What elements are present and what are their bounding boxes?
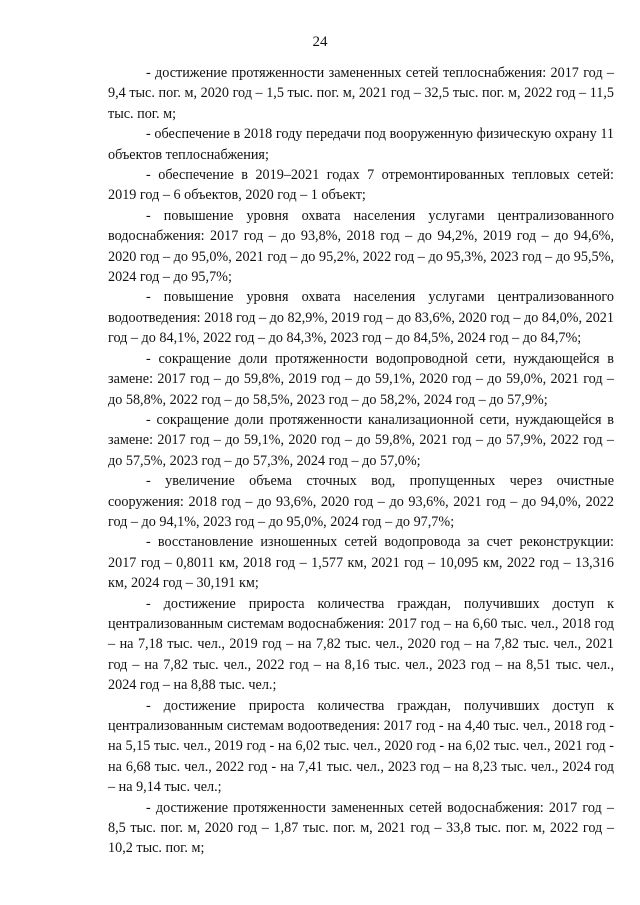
paragraph-water-network-replacement-length: - достижение протяженности замененных сетей водоснабжения: 2017 год – 8,5 тыс. пог. м, 2020 год – 1,87 тыс. пог. м, 2021 год – 33,8 тыс. пог. м, 2022 год – 10,2 тыс. пог. м; — [108, 799, 614, 857]
paragraph-sewerage-access-growth: - достижение прироста количества граждан, получивших доступ к централизованным системам водоотведения: 2017 год - на 4,40 тыс. чел., 2018 год - на 5,15 тыс. чел., 2019 год - на 6,02 тыс. чел., 2020 год - на 6,02 тыс. чел., 2021 год - на 6,68 тыс. чел., 2022 год - на 7,41 тыс. чел., 2023 год – на 8,23 тыс. чел., 2024 год – на 9,14 тыс. чел.; — [108, 697, 614, 796]
paragraph-water-network-reconstruction: - восстановление изношенных сетей водопровода за счет реконструкции: 2017 год – 0,8011 км, 2018 год – 1,577 км, 2021 год – 10,095 км, 2022 год – 13,316 км, 2024 год – 30,191 км; — [108, 534, 614, 592]
page-number: 24 — [312, 34, 328, 50]
paragraph-water-supply-coverage: - повышение уровня охвата населения услугами централизованного водоснабжения: 2017 год – до 93,8%, 2018 год – до 94,2%, 2019 год – до 94,6%, 2020 год – до 95,0%, 2021 год – до 95,2%, 2022 год – до 95,3%, 2023 год – до 95,5%, 2024 год – до 95,7%; — [108, 207, 614, 286]
paragraph-physical-protection: - обеспечение в 2018 году передачи под вооруженную физическую охрану 11 объектов теплоснабжения; — [108, 126, 614, 163]
paragraph-sewerage-coverage: - повышение уровня охвата населения услугами централизованного водоотведения: 2018 год – до 82,9%, 2019 год – до 83,6%, 2020 год – до 84,0%, 2021 год – до 84,1%, 2022 год – до 84,3%, 2023 год – до 84,5%, 2024 год – до 84,7%; — [108, 289, 614, 347]
paragraph-repaired-heat-networks: - обеспечение в 2019–2021 годах 7 отремонтированных тепловых сетей: 2019 год – 6 объектов, 2020 год – 1 объект; — [108, 167, 614, 204]
paragraph-wastewater-treatment: - увеличение объема сточных вод, пропущенных через очистные сооружения: 2018 год – до 93,6%, 2020 год – до 93,6%, 2021 год – до 94,0%, 2022 год – до 94,1%, 2023 год – до 95,0%, 2024 год – до 97,7%; — [108, 473, 614, 530]
paragraph-heat-network-replacement: - достижение протяженности замененных сетей теплоснабжения: 2017 год – 9,4 тыс. пог. м, 2020 год – 1,5 тыс. пог. м, 2021 год – 32,5 тыс. пог. м, 2022 год – 11,5 тыс. пог. м; — [108, 65, 614, 122]
paragraph-water-supply-access-growth: - достижение прироста количества граждан, получивших доступ к централизованным системам водоснабжения: 2017 год – на 6,60 тыс. чел., 2018 год – на 7,18 тыс. чел., 2019 год – на 7,82 тыс. чел., 2020 год – на 7,82 тыс. чел., 2021 год – на 7,82 тыс. чел., 2022 год – на 8,16 тыс. чел., 2023 год – на 8,51 тыс. чел., 2024 год – на 8,88 тыс. чел.; — [108, 595, 614, 694]
paragraph-water-network-replacement-share: - сокращение доли протяженности водопроводной сети, нуждающейся в замене: 2017 год – до 59,8%, 2019 год – до 59,1%, 2020 год – до 59,0%, 2021 год – до 58,8%, 2022 год – до 58,5%, 2023 год – до 58,2%, 2024 год – до 57,9%; — [108, 350, 614, 408]
document-body — [108, 63, 614, 859]
paragraph-sewer-network-replacement-share: - сокращение доли протяженности канализационной сети, нуждающейся в замене: 2017 год – до 59,1%, 2020 год – до 59,8%, 2021 год – до 57,9%, 2022 год – до 57,5%, 2023 год – до 57,3%, 2024 год – до 57,0%; — [108, 411, 614, 469]
